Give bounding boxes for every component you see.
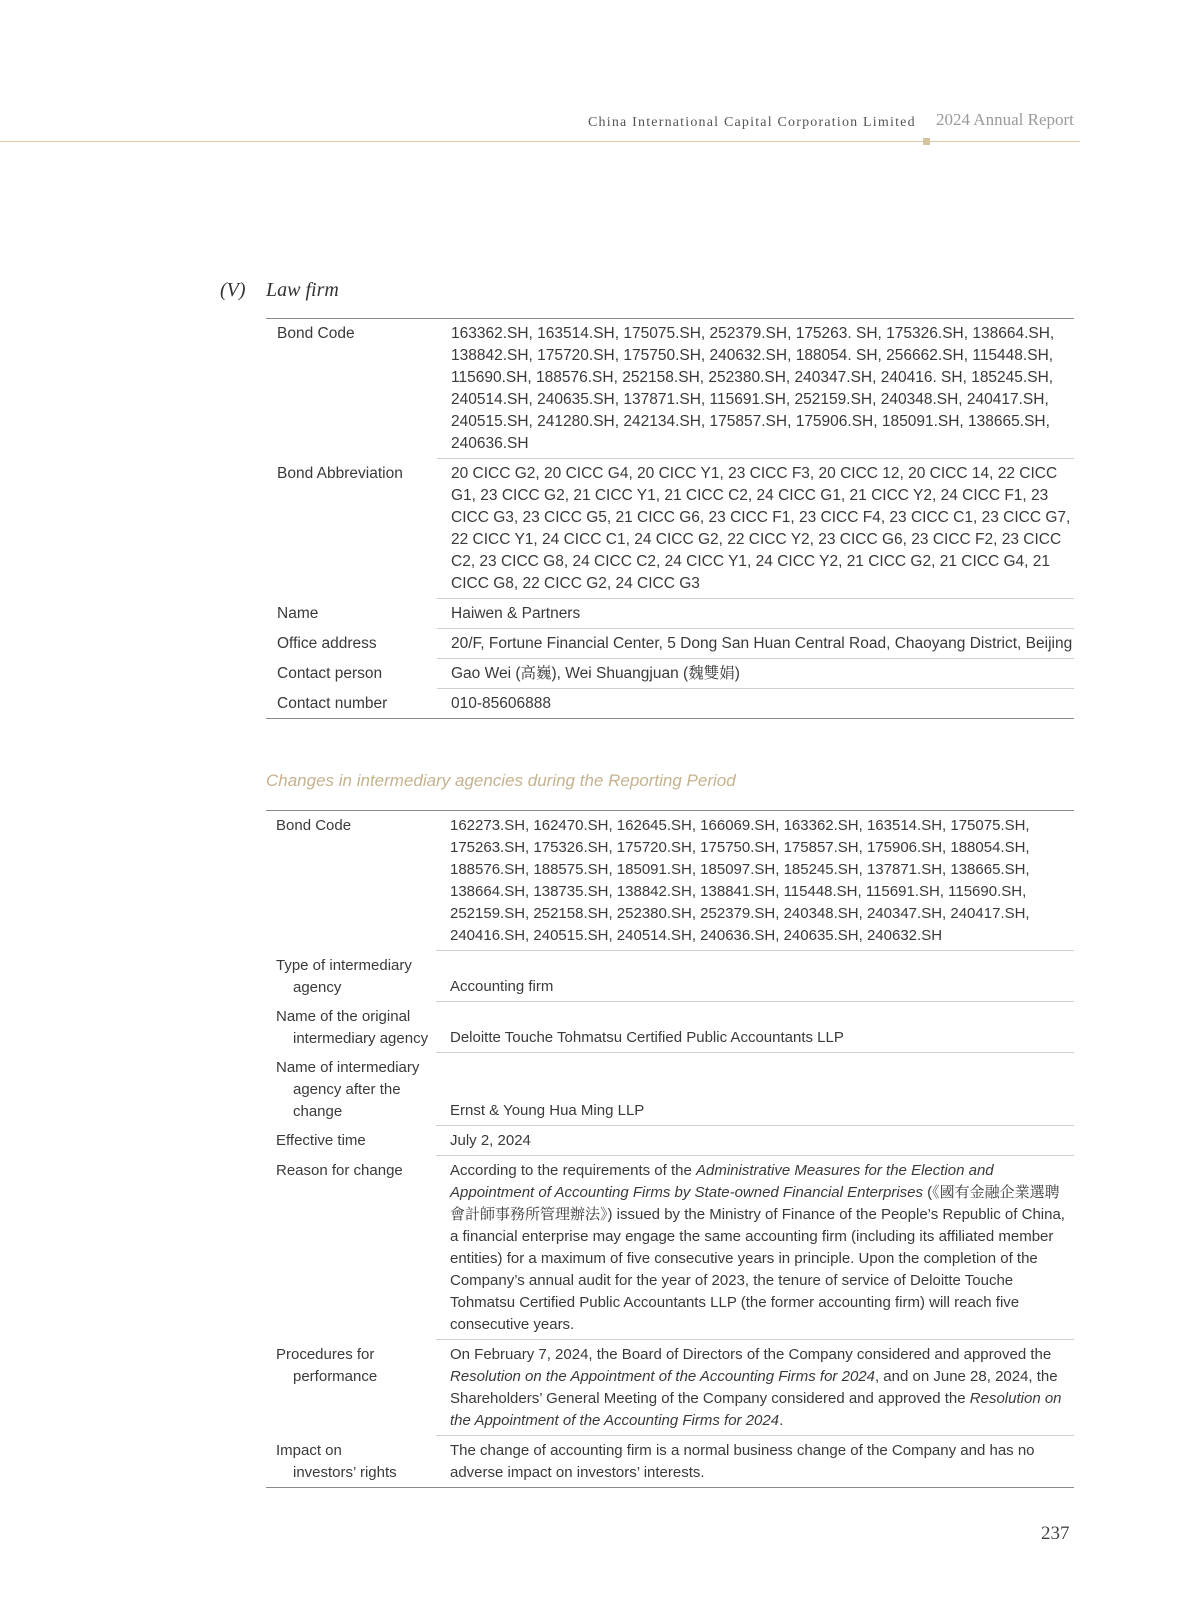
contact-person-label: Contact person bbox=[277, 664, 383, 682]
proc-text-3: . bbox=[779, 1412, 784, 1429]
table-row bbox=[266, 659, 1074, 689]
changes-subtitle: Changes in intermediary agencies during the Reporting Period bbox=[266, 771, 736, 790]
table-row bbox=[266, 951, 1074, 1002]
section-title bbox=[220, 279, 339, 302]
new-agency-value: Ernst & Young Hua Ming LLP bbox=[436, 1053, 1074, 1126]
header-marker bbox=[923, 138, 930, 145]
reason-text-2: (《國有金融企業選聘會計師事務所管理辦法》) issued by the Ministry of Finance of the People’s Republic of China, a financial enterprise may engage the same accounting firm (including its affiliated member entities) for a maximum of five consecutive years in principle. Upon the completion of the Company’s annual audit for the year of 2023, the tenure of service of Deloitte Touche Tohmatsu Certified Public Accountants LLP (the former accounting firm) will reach five consecutive years. bbox=[450, 1184, 1065, 1333]
orig-label-line2: intermediary agency bbox=[293, 1029, 429, 1047]
name-value: Haiwen & Partners bbox=[437, 599, 1074, 629]
bond-code-label: Bond Code bbox=[277, 325, 355, 342]
table-row bbox=[266, 689, 1074, 719]
proc-resolution-1: Resolution on the Appointment of the Accounting Firms for 2024 bbox=[450, 1368, 875, 1385]
table-row bbox=[266, 811, 1074, 951]
table-row bbox=[266, 459, 1074, 599]
reason-label: Reason for change bbox=[276, 1161, 403, 1179]
changes-bond-code-label: Bond Code bbox=[276, 817, 352, 834]
type-label-line2: agency bbox=[293, 978, 342, 996]
type-of-agency-label bbox=[266, 951, 436, 1002]
impact-label-line1: Impact on bbox=[276, 1441, 342, 1459]
bond-abbreviation-label: Bond Abbreviation bbox=[277, 464, 403, 482]
impact-value: The change of accounting firm is a normal business change of the Company and has no adverse impact on investors’ interests. bbox=[436, 1436, 1074, 1488]
office-address-label: Office address bbox=[277, 634, 377, 652]
type-of-agency-value: Accounting firm bbox=[436, 951, 1074, 1002]
name-label: Name bbox=[277, 604, 319, 622]
table-row bbox=[266, 1436, 1074, 1488]
bond-code-value: 163362.SH, 163514.SH, 175075.SH, 252379.SH, 175263. SH, 175326.SH, 138664.SH, 138842.SH, 175720.SH, 175750.SH, 240632.SH, 188054. SH, 256662.SH, 115448.SH, 115690.SH, 188576.SH, 252158.SH, 252380.SH, 240347.SH, 240416. SH, 185245.SH, 240514.SH, 240635.SH, 137871.SH, 115691.SH, 252159.SH, 240348.SH, 240417.SH, 240515.SH, 241280.SH, 242134.SH, 175857.SH, 175906.SH, 185091.SH, 138665.SH, 240636.SH bbox=[437, 319, 1074, 459]
contact-number-label: Contact number bbox=[266, 689, 437, 719]
section-number: (V) bbox=[220, 279, 246, 301]
proc-resolution-2: Resolution on the Appointment of the Accounting Firms for 2024 bbox=[450, 1390, 1062, 1429]
proc-text-2: , and on June 28, 2024, the Shareholders’ General Meeting of the Company considered and approved the bbox=[450, 1368, 1058, 1407]
section-title-text: Law firm bbox=[266, 279, 339, 301]
header-company: China International Capital Corporation Limited bbox=[588, 115, 916, 130]
table-row bbox=[266, 1126, 1074, 1156]
impact-label-line2: investors’ rights bbox=[293, 1463, 397, 1481]
law-firm-table bbox=[266, 318, 1074, 719]
bond-abbreviation-value: 20 CICC G2, 20 CICC G4, 20 CICC Y1, 23 CICC F3, 20 CICC 12, 20 CICC 14, 22 CICC G1, 23 CICC G2, 21 CICC Y1, 21 CICC C2, 24 CICC G1, 21 CICC Y2, 24 CICC F1, 23 CICC G3, 23 CICC G5, 21 CICC G6, 23 CICC F1, 23 CICC F4, 23 CICC C1, 23 CICC G7, 22 CICC Y1, 24 CICC C1, 24 CICC G2, 22 CICC Y2, 23 CICC G6, 23 CICC F2, 23 CICC C2, 23 CICC G8, 24 CICC C2, 24 CICC Y1, 24 CICC Y2, 21 CICC G2, 21 CICC G4, 21 CICC G8, 22 CICC G2, 24 CICC G3 bbox=[437, 459, 1074, 599]
page-number: 237 bbox=[1041, 1523, 1070, 1544]
table-row bbox=[266, 319, 1074, 459]
contact-number-value: 010-85606888 bbox=[437, 689, 1074, 719]
table-row bbox=[266, 1156, 1074, 1340]
orig-label-line1: Name of the original bbox=[276, 1007, 411, 1025]
impact-label bbox=[266, 1436, 436, 1488]
table-row bbox=[266, 1053, 1074, 1126]
office-address-value: 20/F, Fortune Financial Center, 5 Dong San Huan Central Road, Chaoyang District, Beijing bbox=[437, 629, 1074, 659]
table-row bbox=[266, 1002, 1074, 1053]
effective-time-label: Effective time bbox=[276, 1131, 366, 1149]
header-report-title: 2024 Annual Report bbox=[936, 110, 1074, 129]
procedures-label bbox=[266, 1340, 436, 1436]
table-row bbox=[266, 599, 1074, 629]
effective-time-value: July 2, 2024 bbox=[436, 1126, 1074, 1156]
reason-text-1: According to the requirements of the bbox=[450, 1162, 696, 1179]
table-row bbox=[266, 629, 1074, 659]
proc-label-line1: Procedures for bbox=[276, 1345, 375, 1363]
proc-label-line2: performance bbox=[293, 1367, 378, 1385]
procedures-value bbox=[436, 1340, 1074, 1436]
proc-text-1: On February 7, 2024, the Board of Directors of the Company considered and approved the bbox=[450, 1346, 1052, 1363]
table-row bbox=[266, 1340, 1074, 1436]
after-label-line1: Name of intermediary bbox=[276, 1058, 420, 1076]
original-agency-label bbox=[266, 1002, 436, 1053]
changes-table bbox=[266, 810, 1074, 1488]
after-label-line3: change bbox=[293, 1102, 343, 1120]
new-agency-label bbox=[266, 1053, 436, 1126]
reason-value bbox=[436, 1156, 1074, 1340]
changes-bond-code-value: 162273.SH, 162470.SH, 162645.SH, 166069.SH, 163362.SH, 163514.SH, 175075.SH, 175263.SH, 175326.SH, 175720.SH, 175750.SH, 175857.SH, 175906.SH, 188054.SH, 188576.SH, 188575.SH, 185091.SH, 185097.SH, 185245.SH, 137871.SH, 138665.SH, 138664.SH, 138735.SH, 138842.SH, 138841.SH, 115448.SH, 115691.SH, 115690.SH, 252159.SH, 252158.SH, 252380.SH, 252379.SH, 240348.SH, 240347.SH, 240417.SH, 240416.SH, 240515.SH, 240514.SH, 240636.SH, 240635.SH, 240632.SH bbox=[436, 811, 1074, 951]
header-rule bbox=[0, 141, 1080, 142]
after-label-line2: agency after the bbox=[293, 1080, 401, 1098]
original-agency-value: Deloitte Touche Tohmatsu Certified Public Accountants LLP bbox=[436, 1002, 1074, 1053]
reason-measures-title: Administrative Measures for the Election and Appointment of Accounting Firms by State-owned Financial Enterprises bbox=[450, 1162, 994, 1201]
contact-person-value: Gao Wei (高巍), Wei Shuangjuan (魏雙娟) bbox=[437, 659, 1074, 689]
type-label-line1: Type of intermediary bbox=[276, 956, 412, 974]
